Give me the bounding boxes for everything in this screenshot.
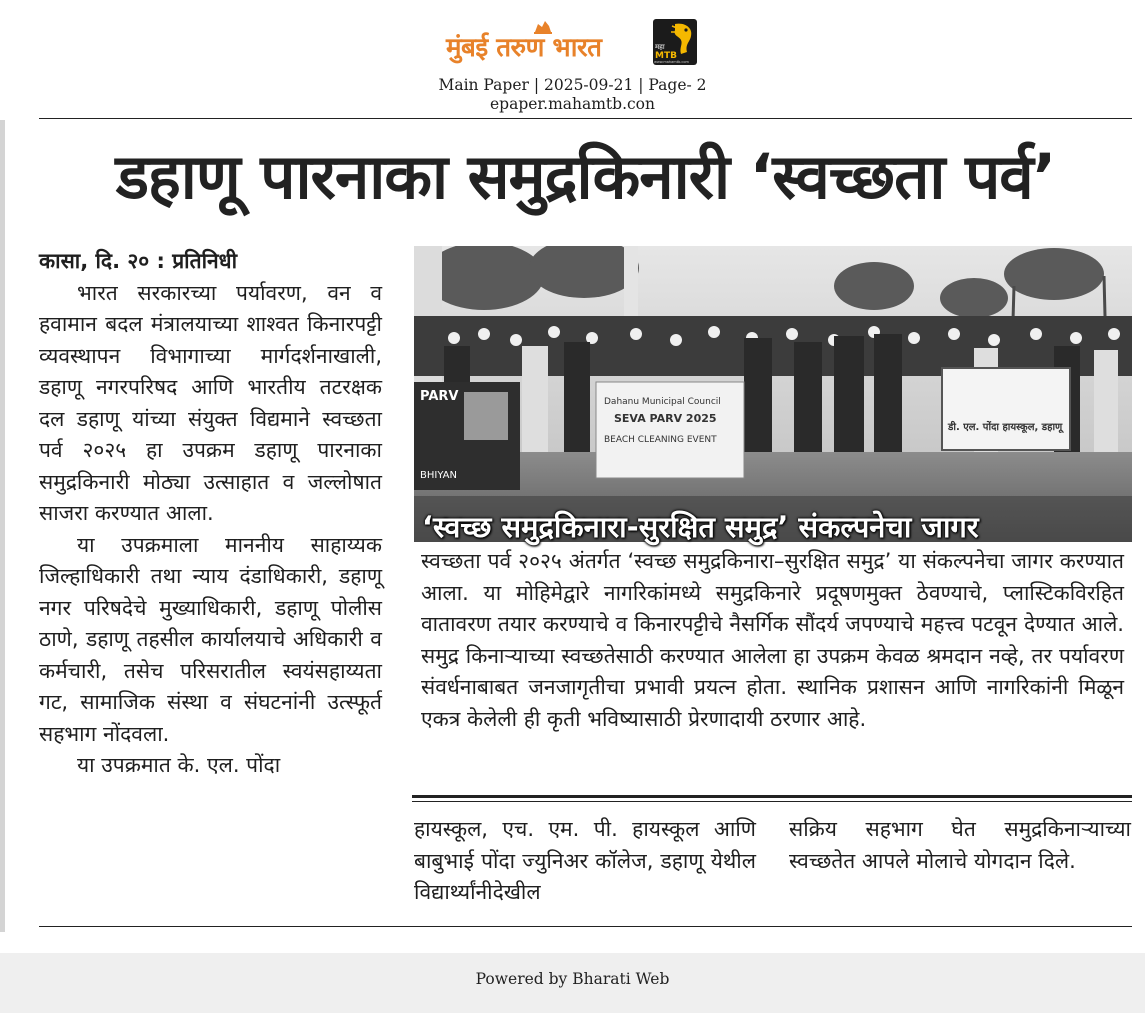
mtb-logo[interactable] [653,19,697,65]
photo-summary: स्वच्छता पर्व २०२५ अंतर्गत ‘स्वच्छ समुद्रकिनारा–सुरक्षित समुद्र’ या संकल्पनेचा जागर करण्यात आला. या मोहिमेद्वारे नागरिकांमध्ये समुद्रकिनारे प्रदूषणमुक्त ठेवण्याचे, प्लास्टिकविरहित वातावरण तयार करण्याचे व किनारपट्टीचे नैसर्गिक सौंदर्य जपण्याचे महत्त्व पटवून देण्यात आले. समुद्र किनाऱ्याच्या स्वच्छतेसाठी करण्यात आलेला हा उपक्रम केवळ श्रमदान नव्हे, तर पर्यावरण संवर्धनाबाबत जनजागृतीचा प्रभावी प्रयत्न होता. स्थानिक प्रशासन आणि नागरिकांनी मिळून एकत्र केलेली ही कृती भविष्यासाठी प्रेरणादायी ठरणार आहे. [421,549,1124,731]
footer [0,953,1145,1013]
issue-meta [0,76,1145,114]
article-photo[interactable] [414,246,1132,542]
banner-right-text: डी. एल. पोंदा हायस्कूल, डहाणू [948,422,1063,433]
powered-by-link[interactable]: Powered by Bharati Web [475,970,670,988]
article-end-rule [39,926,1132,927]
issue-line: Main Paper | 2025-09-21 | Page- 2 [438,76,707,94]
left-column [39,246,382,782]
paragraph-3: या उपक्रमात के. एल. पोंदा [77,753,281,777]
newspaper-logo[interactable]: मुंबई तरुण भारत [446,33,602,63]
column-2-text: हायस्कूल, एच. एम. पी. हायस्कूल आणि बाबुभाई पोंदा ज्युनिअर कॉलेज, डहाणू येथील विद्यार्थ्यांनीदेखील [414,817,756,904]
paragraph-2: या उपक्रमाला माननीय साहाय्यक जिल्हाधिकारी तथा न्याय दंडाधिकारी, डहाणू नगर परिषदेचे मुख्याधिकारी, डहाणू पोलीस ठाणे, डहाणू तहसील कार्यालयाचे अधिकारी व कर्मचारी, तसेच परिसरातील स्वयंसहाय्यता गट, सामाजिक संस्था व संघटनांनी उत्स्फूर्त सहभाग नोंदवला. [39,532,382,746]
banner-center-line-2: SEVA PARV 2025 [614,412,717,425]
mtb-logo-maha: महा [655,43,665,51]
header-divider [39,118,1132,119]
banner-center-line-3: BEACH CLEANING EVENT [604,435,717,445]
column-2 [414,814,756,909]
page-edge-rule [0,120,5,932]
photo-caption: ‘स्वच्छ समुद्रकिनारा-सुरक्षित समुद्र’ संकल्पनेचा जागर [422,510,979,544]
column-3-text: सक्रिय सहभाग घेत समुद्रकिनाऱ्याच्या स्वच्छतेत आपले मोलाचे योगदान दिले. [789,817,1131,873]
beach-cleanup-photo-illustration [414,246,1132,542]
dateline: कासा, दि. २० : प्रतिनिधी [39,249,238,273]
summary-divider [412,795,1132,802]
banner-left-line-2: BHIYAN [420,470,457,481]
mtb-logo-brand: MTB [655,51,677,61]
banner-center-line-1: Dahanu Municipal Council [604,397,721,407]
mtb-logo-url: www.mahamtb.com [654,60,689,64]
paragraph-1: भारत सरकारच्या पर्यावरण, वन व हवामान बदल मंत्रालयाच्या शाश्वत किनारपट्टी व्यवस्थापन विभागाच्या मार्गदर्शनाखाली, डहाणू नगरपरिषद आणि भारतीय तटरक्षक दल डहाणू यांच्या संयुक्त विद्यमाने स्वच्छता पर्व २०२५ हा उपक्रम डहाणू पारनाका समुद्रकिनारी मोठ्या उत्साहात व जल्लोषात साजरा करण्यात आला. [39,280,382,525]
banner-left-line-1: PARV [420,389,459,404]
article-headline: डहाणू पारनाका समुद्रकिनारी ‘स्वच्छता पर्व’ [115,140,1056,213]
column-3 [789,814,1131,877]
masthead [0,18,1145,70]
site-link[interactable]: epaper.mahamtb.con [490,95,655,113]
